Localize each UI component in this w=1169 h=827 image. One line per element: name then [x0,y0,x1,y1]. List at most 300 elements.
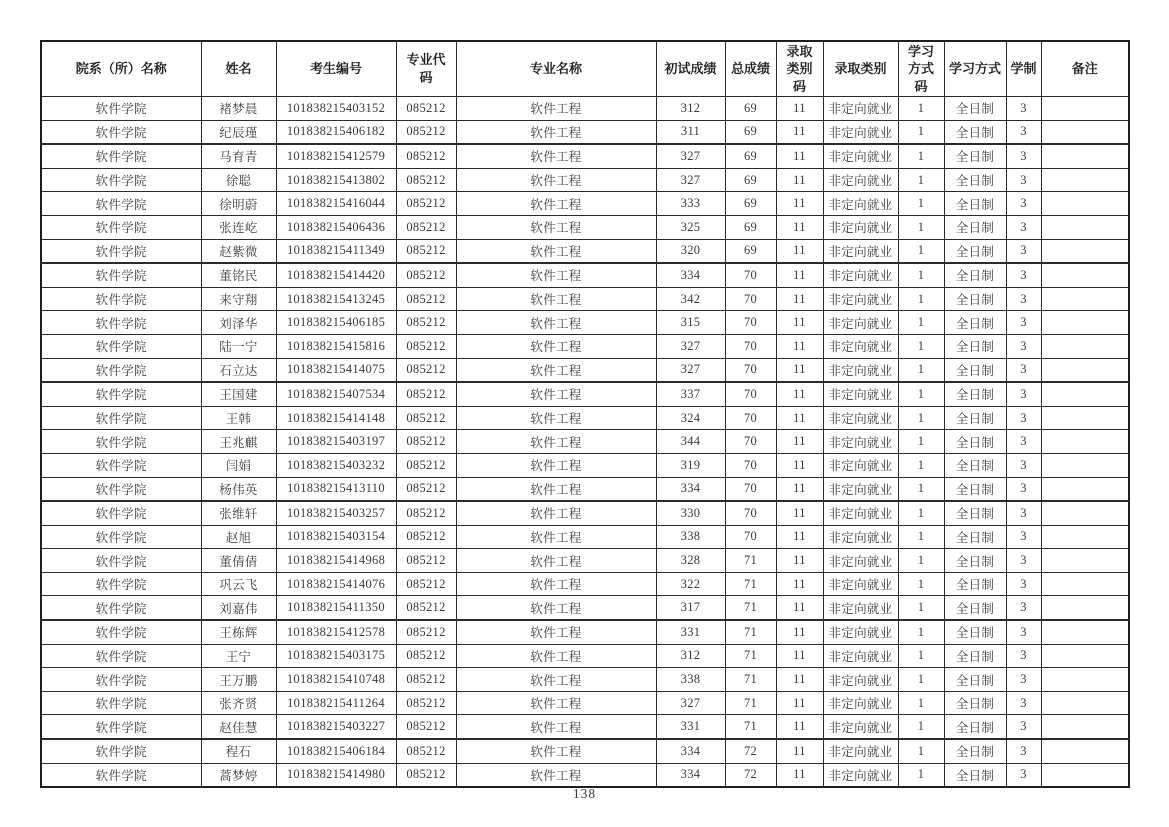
table-cell: 11 [776,287,823,311]
table-cell: 101838215414076 [276,572,396,596]
table-cell: 3 [1006,549,1041,573]
table-cell: 70 [725,263,776,287]
table-cell: 11 [776,620,823,644]
table-cell: 101838215414968 [276,549,396,573]
table-cell: 软件工程 [456,311,656,335]
table-cell: 324 [656,406,725,430]
table-cell: 软件工程 [456,453,656,477]
table-cell: 1 [898,144,944,168]
table-cell: 11 [776,334,823,358]
table-cell: 101838215414148 [276,406,396,430]
table-row [41,144,1129,168]
table-cell: 69 [725,120,776,144]
table-cell: 软件工程 [456,406,656,430]
table-cell: 3 [1006,596,1041,620]
table-cell: 1 [898,287,944,311]
table-cell: 3 [1006,477,1041,501]
table-cell: 软件学院 [41,430,201,454]
table-cell [1041,430,1129,454]
table-cell: 11 [776,763,823,787]
table-cell: 非定向就业 [823,430,898,454]
header-row [41,41,1129,97]
table-cell: 69 [725,97,776,121]
table-cell: 71 [725,715,776,739]
table-cell: 全日制 [944,192,1006,216]
table-cell: 非定向就业 [823,644,898,668]
table-cell: 软件工程 [456,97,656,121]
table-cell: 11 [776,691,823,715]
table-cell: 085212 [396,97,456,121]
table-cell: 软件工程 [456,430,656,454]
table-cell: 软件学院 [41,311,201,335]
column-header: 专业代码 [396,41,456,97]
table-cell: 全日制 [944,382,1006,406]
table-cell: 3 [1006,120,1041,144]
table-cell: 71 [725,549,776,573]
table-cell: 软件学院 [41,382,201,406]
table-cell: 3 [1006,382,1041,406]
table-cell: 3 [1006,168,1041,192]
table-cell: 11 [776,572,823,596]
table-cell: 1 [898,477,944,501]
table-row [41,382,1129,406]
table-cell: 非定向就业 [823,334,898,358]
table-cell: 69 [725,192,776,216]
column-header: 学习方式码 [898,41,944,97]
table-cell: 1 [898,382,944,406]
table-cell: 3 [1006,501,1041,525]
table-cell: 11 [776,430,823,454]
table-cell: 软件工程 [456,239,656,263]
table-cell: 非定向就业 [823,620,898,644]
table-cell: 3 [1006,406,1041,430]
table-cell: 软件学院 [41,501,201,525]
table-cell: 全日制 [944,334,1006,358]
table-cell: 085212 [396,715,456,739]
table-row [41,739,1129,763]
table-cell [1041,739,1129,763]
table-cell: 337 [656,382,725,406]
table-cell: 王国建 [201,382,276,406]
table-cell: 101838215412578 [276,620,396,644]
table-cell: 全日制 [944,715,1006,739]
table-cell [1041,192,1129,216]
table-cell: 来守翔 [201,287,276,311]
table-cell: 软件工程 [456,382,656,406]
table-cell: 1 [898,453,944,477]
table-cell: 71 [725,620,776,644]
table-cell: 3 [1006,287,1041,311]
table-cell: 3 [1006,572,1041,596]
table-cell: 非定向就业 [823,549,898,573]
table-cell: 软件工程 [456,192,656,216]
table-cell: 软件学院 [41,477,201,501]
table-cell: 张连屹 [201,215,276,239]
table-cell: 软件工程 [456,263,656,287]
table-cell: 软件学院 [41,620,201,644]
table-cell: 101838215412579 [276,144,396,168]
table-cell: 王栋辉 [201,620,276,644]
table-cell: 1 [898,715,944,739]
table-cell: 软件工程 [456,596,656,620]
table-cell: 69 [725,144,776,168]
table-cell: 软件工程 [456,572,656,596]
table-row [41,311,1129,335]
table-cell: 085212 [396,215,456,239]
table-cell: 软件学院 [41,525,201,549]
table-cell: 1 [898,620,944,644]
table-cell: 3 [1006,644,1041,668]
table-cell: 11 [776,453,823,477]
table-cell: 软件学院 [41,763,201,787]
table-row [41,287,1129,311]
table-cell: 1 [898,430,944,454]
table-cell: 董铭民 [201,263,276,287]
table-row [41,644,1129,668]
table-cell: 1 [898,239,944,263]
table-cell: 101838215406182 [276,120,396,144]
table-cell: 全日制 [944,168,1006,192]
table-cell: 全日制 [944,572,1006,596]
table-cell: 101838215411264 [276,691,396,715]
table-cell: 全日制 [944,239,1006,263]
table-cell [1041,287,1129,311]
table-cell: 085212 [396,525,456,549]
table-row [41,192,1129,216]
table-cell: 11 [776,382,823,406]
table-cell: 11 [776,739,823,763]
table-cell: 非定向就业 [823,453,898,477]
table-cell: 085212 [396,406,456,430]
table-cell: 317 [656,596,725,620]
table-cell [1041,334,1129,358]
table-cell: 11 [776,668,823,692]
table-cell: 非定向就业 [823,144,898,168]
table-cell: 软件学院 [41,358,201,382]
table-cell: 非定向就业 [823,311,898,335]
table-cell: 085212 [396,382,456,406]
column-header: 考生编号 [276,41,396,97]
table-cell: 全日制 [944,525,1006,549]
table-cell: 非定向就业 [823,239,898,263]
table-cell: 327 [656,334,725,358]
table-cell: 纪辰瑾 [201,120,276,144]
table-cell: 刘泽华 [201,311,276,335]
table-cell: 11 [776,501,823,525]
table-cell: 325 [656,215,725,239]
table-cell: 11 [776,263,823,287]
table-cell: 全日制 [944,549,1006,573]
table-cell: 327 [656,168,725,192]
table-cell: 非定向就业 [823,572,898,596]
table-cell: 非定向就业 [823,668,898,692]
table-cell: 101838215403154 [276,525,396,549]
table-cell: 王宁 [201,644,276,668]
table-cell: 软件学院 [41,263,201,287]
table-cell: 322 [656,572,725,596]
table-cell [1041,668,1129,692]
table-cell: 71 [725,572,776,596]
table-cell [1041,168,1129,192]
table-cell: 赵旭 [201,525,276,549]
table-cell: 331 [656,620,725,644]
table-cell: 101838215413802 [276,168,396,192]
table-cell: 1 [898,549,944,573]
table-cell: 69 [725,215,776,239]
table-row [41,453,1129,477]
table-cell: 085212 [396,120,456,144]
table-cell: 70 [725,477,776,501]
table-cell: 085212 [396,644,456,668]
table-row [41,430,1129,454]
table-cell: 3 [1006,239,1041,263]
table-cell: 全日制 [944,358,1006,382]
table-cell: 085212 [396,763,456,787]
table-cell: 101838215415816 [276,334,396,358]
table-cell: 085212 [396,430,456,454]
table-cell: 11 [776,644,823,668]
table-cell: 342 [656,287,725,311]
table-cell: 董倩倩 [201,549,276,573]
table-cell [1041,477,1129,501]
table-cell: 3 [1006,763,1041,787]
table-cell: 张维轩 [201,501,276,525]
column-header: 录取类别 [823,41,898,97]
table-cell [1041,715,1129,739]
table-cell: 程石 [201,739,276,763]
table-cell: 1 [898,668,944,692]
table-cell: 王兆麒 [201,430,276,454]
table-cell: 软件工程 [456,763,656,787]
table-cell: 334 [656,739,725,763]
table-cell: 085212 [396,668,456,692]
table-cell: 085212 [396,572,456,596]
table-cell: 101838215403152 [276,97,396,121]
table-cell: 软件工程 [456,287,656,311]
table-cell: 闫娟 [201,453,276,477]
table-cell [1041,763,1129,787]
table-cell: 71 [725,644,776,668]
table-cell [1041,572,1129,596]
table-cell: 全日制 [944,477,1006,501]
table-cell: 非定向就业 [823,691,898,715]
table-cell: 3 [1006,144,1041,168]
table-cell [1041,525,1129,549]
table-row [41,239,1129,263]
table-cell [1041,453,1129,477]
table-cell: 1 [898,644,944,668]
table-cell: 1 [898,311,944,335]
table-cell: 085212 [396,192,456,216]
table-cell: 非定向就业 [823,739,898,763]
table-cell: 11 [776,97,823,121]
table-cell: 非定向就业 [823,596,898,620]
column-header: 院系（所）名称 [41,41,201,97]
table-cell [1041,263,1129,287]
table-row [41,263,1129,287]
table-cell: 软件工程 [456,120,656,144]
table-cell: 70 [725,501,776,525]
table-cell: 软件学院 [41,572,201,596]
table-cell: 非定向就业 [823,715,898,739]
table-cell: 软件工程 [456,144,656,168]
table-cell: 非定向就业 [823,477,898,501]
table-cell [1041,501,1129,525]
table-cell: 软件学院 [41,715,201,739]
table-cell: 赵佳慧 [201,715,276,739]
table-cell: 334 [656,763,725,787]
table-cell [1041,382,1129,406]
table-row [41,549,1129,573]
column-header: 姓名 [201,41,276,97]
table-cell [1041,644,1129,668]
table-cell: 软件工程 [456,620,656,644]
table-cell: 71 [725,691,776,715]
table-cell: 非定向就业 [823,97,898,121]
table-cell: 11 [776,549,823,573]
table-row [41,501,1129,525]
table-cell [1041,549,1129,573]
table-cell: 全日制 [944,215,1006,239]
table-cell: 101838215414420 [276,263,396,287]
table-cell [1041,596,1129,620]
table-row [41,525,1129,549]
table-cell: 70 [725,382,776,406]
table-cell: 非定向就业 [823,168,898,192]
table-cell: 085212 [396,501,456,525]
table-row [41,406,1129,430]
table-cell: 软件学院 [41,97,201,121]
table-cell: 3 [1006,430,1041,454]
table-cell: 张齐贤 [201,691,276,715]
table-cell: 1 [898,97,944,121]
table-cell: 软件学院 [41,668,201,692]
table-cell: 11 [776,192,823,216]
table-cell: 3 [1006,97,1041,121]
table-row [41,358,1129,382]
table-cell: 344 [656,430,725,454]
table-cell: 333 [656,192,725,216]
table-cell: 327 [656,691,725,715]
table-cell: 320 [656,239,725,263]
table-cell: 101838215406185 [276,311,396,335]
table-cell: 陆一宁 [201,334,276,358]
table-cell: 101838215411349 [276,239,396,263]
table-cell: 085212 [396,263,456,287]
table-cell: 软件学院 [41,549,201,573]
table-cell: 全日制 [944,263,1006,287]
table-cell: 11 [776,311,823,335]
table-cell: 11 [776,715,823,739]
table-cell: 11 [776,215,823,239]
table-row [41,168,1129,192]
table-cell: 085212 [396,358,456,382]
table-cell: 330 [656,501,725,525]
table-cell: 312 [656,97,725,121]
table-cell: 1 [898,501,944,525]
table-cell: 3 [1006,358,1041,382]
column-header: 学习方式 [944,41,1006,97]
table-cell [1041,358,1129,382]
table-cell: 软件学院 [41,644,201,668]
table-cell [1041,239,1129,263]
table-cell: 11 [776,239,823,263]
table-cell: 全日制 [944,763,1006,787]
table-cell: 11 [776,406,823,430]
table-cell: 101838215403197 [276,430,396,454]
table-cell: 非定向就业 [823,501,898,525]
table-cell: 石立达 [201,358,276,382]
table-cell: 全日制 [944,287,1006,311]
table-cell: 101838215403227 [276,715,396,739]
table-cell: 软件工程 [456,644,656,668]
table-cell: 331 [656,715,725,739]
table-cell [1041,97,1129,121]
table-cell [1041,311,1129,335]
table-cell: 3 [1006,668,1041,692]
table-cell: 1 [898,120,944,144]
table-cell: 全日制 [944,120,1006,144]
table-cell: 刘嘉伟 [201,596,276,620]
table-cell: 非定向就业 [823,120,898,144]
table-cell: 1 [898,358,944,382]
table-cell: 69 [725,168,776,192]
table-cell: 软件工程 [456,739,656,763]
table-cell: 徐聪 [201,168,276,192]
table-cell: 全日制 [944,644,1006,668]
table-cell: 315 [656,311,725,335]
table-cell: 101838215416044 [276,192,396,216]
table-cell: 101838215406184 [276,739,396,763]
table-cell [1041,144,1129,168]
table-cell: 11 [776,120,823,144]
table-cell: 软件工程 [456,334,656,358]
table-cell: 101838215413110 [276,477,396,501]
table-cell: 全日制 [944,620,1006,644]
table-cell: 软件学院 [41,287,201,311]
table-cell: 338 [656,668,725,692]
table-cell: 3 [1006,192,1041,216]
table-cell: 085212 [396,239,456,263]
table-cell: 全日制 [944,406,1006,430]
table-cell [1041,620,1129,644]
table-cell: 11 [776,144,823,168]
table-cell: 软件工程 [456,715,656,739]
table-cell: 334 [656,263,725,287]
table-cell: 101838215403232 [276,453,396,477]
table-cell: 311 [656,120,725,144]
table-cell: 085212 [396,453,456,477]
table-cell: 软件学院 [41,406,201,430]
table-cell: 72 [725,739,776,763]
column-header: 学制 [1006,41,1041,97]
table-cell: 3 [1006,334,1041,358]
table-cell: 软件工程 [456,668,656,692]
table-row [41,691,1129,715]
table-cell: 085212 [396,549,456,573]
table-cell: 101838215414075 [276,358,396,382]
table-row [41,668,1129,692]
table-cell: 3 [1006,620,1041,644]
table-cell: 085212 [396,334,456,358]
table-cell: 软件工程 [456,501,656,525]
table-cell: 软件学院 [41,144,201,168]
table-cell: 1 [898,572,944,596]
table-cell: 软件工程 [456,549,656,573]
table-cell: 1 [898,739,944,763]
table-cell: 全日制 [944,668,1006,692]
table-cell: 徐明蔚 [201,192,276,216]
